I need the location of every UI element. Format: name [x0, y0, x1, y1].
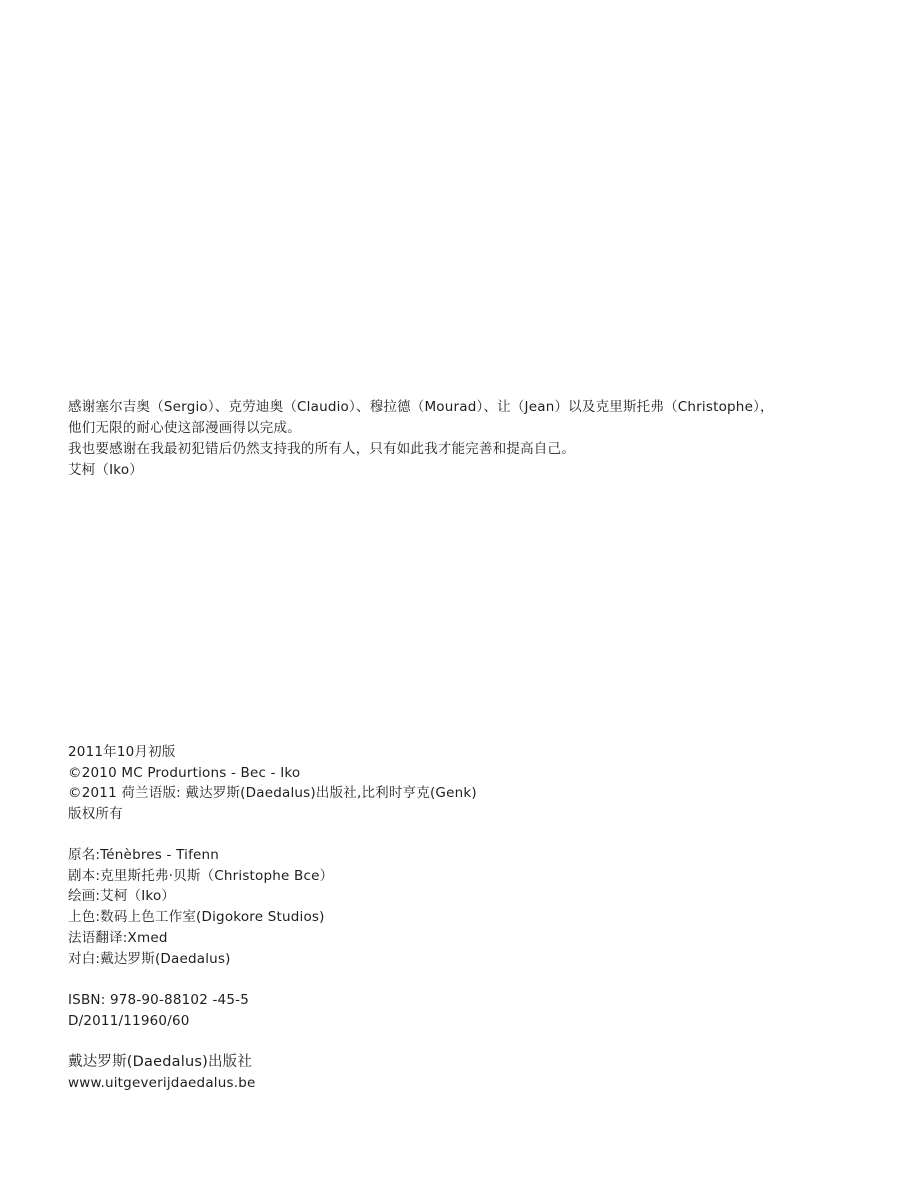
publisher-website: www.uitgeverijdaedalus.be	[68, 1074, 256, 1091]
legal-deposit-number: D/2011/11960/60	[68, 1012, 190, 1029]
isbn-number: ISBN: 978-90-88102 -45-5	[68, 992, 249, 1008]
credits-section	[68, 845, 868, 969]
credit-translation: 法语翻译:Xmed	[68, 929, 168, 946]
copyright-line: ©2011 荷兰语版: 戴达罗斯(Daedalus)出版社,比利时亨克(Genk)	[68, 785, 477, 802]
credit-colors: 上色:数码上色工作室(Digokore Studios)	[68, 909, 325, 926]
isbn-section	[68, 990, 868, 1031]
rights-reserved: 版权所有	[68, 806, 123, 823]
credit-dialogue: 对白:戴达罗斯(Daedalus)	[68, 950, 231, 967]
credit-original-title: 原名:Ténèbres - Tifenn	[68, 847, 220, 863]
credit-script: 剧本:克里斯托弗·贝斯（Christophe Bce）	[68, 867, 334, 884]
edition-section	[68, 742, 868, 825]
acknowledgement-line: 他们无限的耐心使这部漫画得以完成。	[68, 420, 301, 436]
edition-date: 2011年10月初版	[68, 744, 176, 760]
acknowledgement-signature: 艾柯（Iko）	[68, 462, 143, 478]
acknowledgement-line: 我也要感谢在我最初犯错后仍然支持我的所有人，只有如此我才能完善和提高自己。	[68, 441, 575, 457]
credit-art: 绘画:艾柯（Iko）	[68, 888, 176, 905]
copyright-line: ©2010 MC Produrtions - Bec - Iko	[68, 764, 301, 781]
acknowledgement-section	[68, 397, 868, 481]
publisher-name: 戴达罗斯(Daedalus)出版社	[68, 1054, 253, 1070]
publisher-section	[68, 1052, 868, 1093]
acknowledgement-line: 感谢塞尔吉奥（Sergio）、克劳迪奥（Claudio）、穆拉德（Mourad）、让（Jean）以及克里斯托弗（Christophe），	[68, 399, 774, 415]
